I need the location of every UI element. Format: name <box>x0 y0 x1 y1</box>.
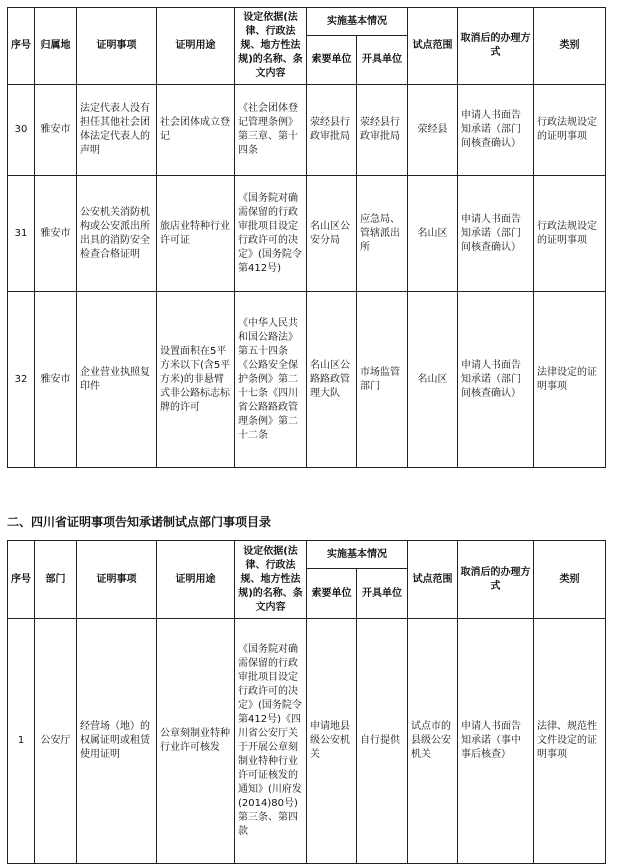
header-region: 归属地 <box>35 8 77 85</box>
table-row <box>8 176 606 292</box>
cell-basis: 《国务院对确需保留的行政审批项目设定行政许可的决定》(国务院令第412号)《四川省公安厅关于开展公章刻制业特种行业许可证核发的通知》(川府发(2014)80号)第三条、第四款 <box>235 619 307 864</box>
cell-scope: 荥经县 <box>408 85 458 176</box>
cell-seq: 1 <box>8 619 35 864</box>
cell-basis: 《中华人民共和国公路法》第五十四条《公路安全保护条例》第二十七条《四川省公路路政管理条例》第二十二条 <box>235 292 307 468</box>
header-item: 证明事项 <box>77 541 157 619</box>
header-item: 证明事项 <box>77 8 157 85</box>
cell-item: 法定代表人没有担任其他社会团体法定代表人的声明 <box>77 85 157 176</box>
cell-issue-unit: 应急局、管辖派出所 <box>357 176 408 292</box>
header-purpose: 证明用途 <box>157 541 235 619</box>
cell-seq: 30 <box>8 85 35 176</box>
header-request-unit: 索要单位 <box>307 36 357 85</box>
header-basis: 设定依据(法律、行政法规、地方性法规)的名称、条文内容 <box>235 541 307 619</box>
cell-item: 公安机关消防机构或公安派出所出具的消防安全检查合格证明 <box>77 176 157 292</box>
header-method: 取消后的办理方式 <box>458 541 534 619</box>
header-basis: 设定依据(法律、行政法规、地方性法规)的名称、条文内容 <box>235 8 307 85</box>
header-category: 类别 <box>534 541 606 619</box>
cell-category: 法律、规范性文件设定的证明事项 <box>534 619 606 864</box>
cell-item: 企业营业执照复印件 <box>77 292 157 468</box>
cell-region: 雅安市 <box>35 176 77 292</box>
header-category: 类别 <box>534 8 606 85</box>
header-issue-unit: 开具单位 <box>357 569 408 619</box>
cell-category: 行政法规设定的证明事项 <box>534 85 606 176</box>
cell-scope: 名山区 <box>408 292 458 468</box>
cell-purpose: 公章刻制业特种行业许可核发 <box>157 619 235 864</box>
header-method: 取消后的办理方式 <box>458 8 534 85</box>
cell-issue-unit: 自行提供 <box>357 619 408 864</box>
cell-region: 雅安市 <box>35 292 77 468</box>
table-row <box>8 85 606 176</box>
certification-table-1 <box>7 7 606 468</box>
cell-purpose: 旅店业特种行业许可证 <box>157 176 235 292</box>
cell-basis: 《国务院对确需保留的行政审批项目设定行政许可的决定》(国务院令第412号) <box>235 176 307 292</box>
cell-purpose: 设置面积在5平方米以下(含5平方米)的非悬臂式非公路标志标牌的许可 <box>157 292 235 468</box>
cell-request-unit: 荥经县行政审批局 <box>307 85 357 176</box>
cell-issue-unit: 荥经县行政审批局 <box>357 85 408 176</box>
header-purpose: 证明用途 <box>157 8 235 85</box>
header-scope: 试点范围 <box>408 8 458 85</box>
header-dept: 部门 <box>35 541 77 619</box>
cell-issue-unit: 市场监管部门 <box>357 292 408 468</box>
cell-scope: 名山区 <box>408 176 458 292</box>
cell-request-unit: 名山区公安分局 <box>307 176 357 292</box>
cell-dept: 公安厅 <box>35 619 77 864</box>
table-row <box>8 619 606 864</box>
header-seq: 序号 <box>8 8 35 85</box>
cell-scope: 试点市的县级公安机关 <box>408 619 458 864</box>
cell-seq: 31 <box>8 176 35 292</box>
cell-seq: 32 <box>8 292 35 468</box>
cell-purpose: 社会团体成立登记 <box>157 85 235 176</box>
header-implementation: 实施基本情况 <box>307 8 408 36</box>
cell-basis: 《社会团体登记管理条例》第三章、第十四条 <box>235 85 307 176</box>
cell-method: 申请人书面告知承诺（部门间核查确认） <box>458 292 534 468</box>
cell-method: 申请人书面告知承诺（事中事后核查） <box>458 619 534 864</box>
cell-request-unit: 申请地县级公安机关 <box>307 619 357 864</box>
cell-region: 雅安市 <box>35 85 77 176</box>
cell-item: 经营场（地）的权属证明或租赁使用证明 <box>77 619 157 864</box>
header-scope: 试点范围 <box>408 541 458 619</box>
section-title: 二、四川省证明事项告知承诺制试点部门事项目录 <box>7 515 272 529</box>
header-seq: 序号 <box>8 541 35 619</box>
header-request-unit: 索要单位 <box>307 569 357 619</box>
cell-method: 申请人书面告知承诺（部门间核查确认） <box>458 176 534 292</box>
certification-table-2 <box>7 540 606 864</box>
header-issue-unit: 开具单位 <box>357 36 408 85</box>
cell-category: 行政法规设定的证明事项 <box>534 176 606 292</box>
header-implementation: 实施基本情况 <box>307 541 408 569</box>
cell-method: 申请人书面告知承诺（部门间核查确认） <box>458 85 534 176</box>
table-row <box>8 292 606 468</box>
cell-category: 法律设定的证明事项 <box>534 292 606 468</box>
cell-request-unit: 名山区公路路政管理大队 <box>307 292 357 468</box>
